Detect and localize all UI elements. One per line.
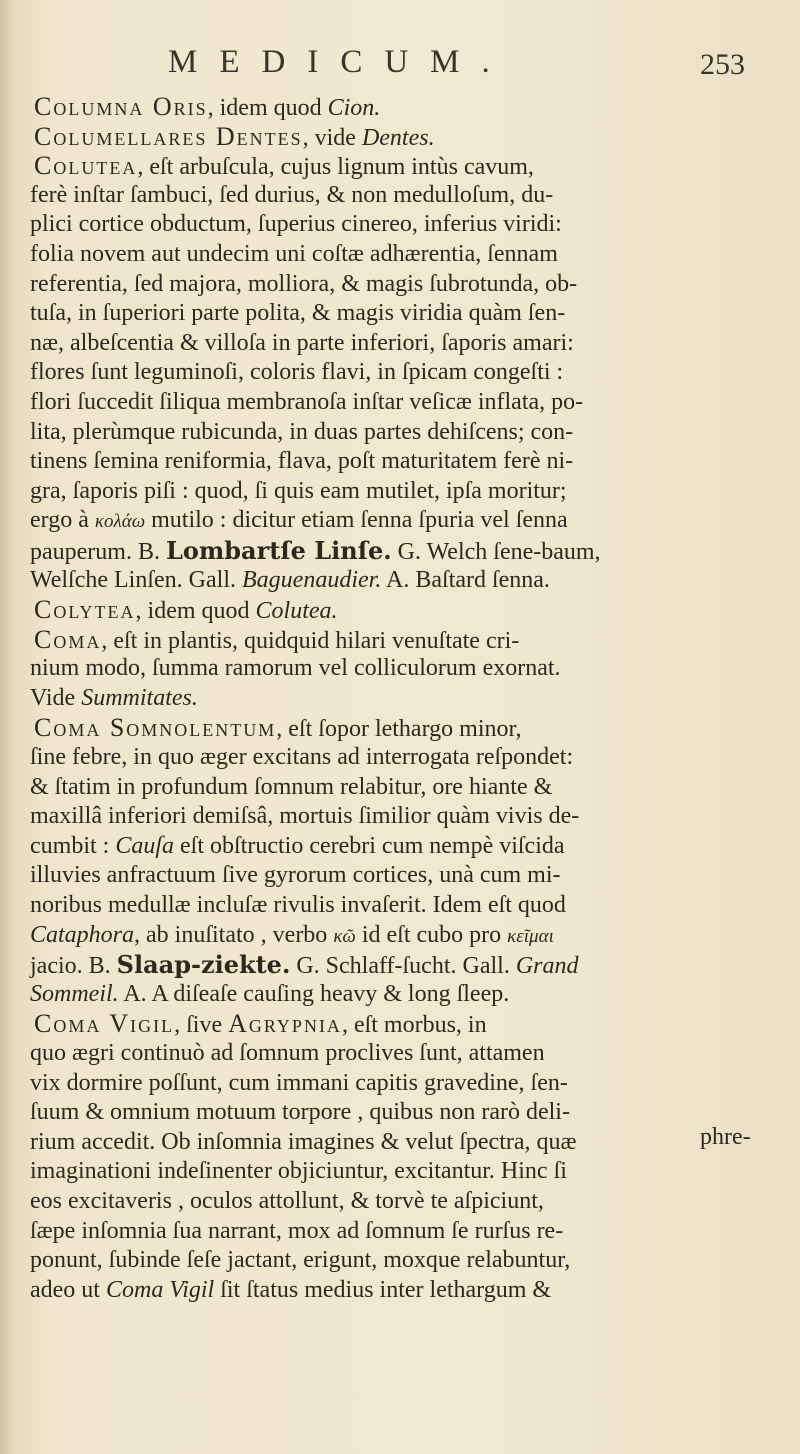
text-line	[30, 950, 790, 980]
text-run: rium accedit. Ob inſomnia imagines & velut ſpectra, quæ	[30, 1128, 577, 1155]
text-line	[30, 832, 790, 862]
text-line	[30, 1217, 790, 1247]
text-line	[30, 654, 790, 684]
entry-lemma: Columellares Dentes	[34, 121, 303, 151]
text-run: noribus medullæ incluſæ rivulis invaſerit. Idem eſt quod	[30, 892, 566, 919]
text-run: flores ſunt leguminoſi, coloris flavi, in ſpicam congeſti :	[30, 359, 564, 386]
italic-run: Baguenaudier.	[242, 566, 382, 593]
text-line	[30, 1187, 790, 1217]
text-line	[30, 1246, 790, 1276]
dictionary-entry	[30, 713, 790, 1009]
text-line	[30, 625, 790, 655]
catchword: phre-	[700, 1124, 751, 1150]
text-line	[30, 1128, 790, 1158]
text-run: , ſive	[174, 1012, 229, 1039]
text-line	[30, 1009, 790, 1039]
text-run: adeo ut	[30, 1276, 106, 1303]
text-run: maxillâ inferiori demiſsâ, mortuis ſimilior quàm vivis de-	[30, 803, 580, 830]
entry-lemma: Colytea	[34, 595, 136, 625]
text-run: lita, plerùmque rubicunda, in duas partes dehiſcens; con-	[30, 418, 574, 445]
italic-run: Cataphora	[30, 921, 135, 948]
text-line	[30, 566, 790, 596]
text-line	[30, 122, 790, 152]
text-line	[30, 418, 790, 448]
text-run: , eſt morbus, in	[341, 1012, 487, 1039]
dictionary-entry	[30, 625, 790, 714]
entry-lemma: Agrypnia	[228, 1009, 342, 1039]
text-run: tinens ſemina reniformia, flava, poſt maturitatem ferè ni-	[30, 448, 574, 475]
text-run: , idem quod	[135, 598, 256, 625]
text-run: referentia, ſed majora, molliora, & magis ſubrotunda, ob-	[30, 270, 578, 297]
text-run: A. Baſtard ſenna.	[381, 566, 550, 593]
entry-lemma: Coma Somnolentum	[34, 713, 277, 743]
text-run: ſuum & omnium motuum torpore , quibus non rarò deli-	[30, 1099, 570, 1126]
text-run: quo ægri continuò ad ſomnum proclives ſunt, attamen	[30, 1040, 545, 1066]
text-run: næ, albeſcentia & villoſa in parte inferiori, ſaporis amari:	[30, 329, 574, 356]
text-line	[30, 1039, 790, 1069]
text-run: G. Schlaff-ſucht. Gall.	[290, 953, 516, 980]
greek-run: κολάω	[94, 511, 146, 533]
text-run: ferè inſtar ſambuci, ſed durius, & non medulloſum, du-	[30, 181, 554, 208]
text-run: , eſt in plantis, quidquid hilari venuſtate cri-	[101, 627, 520, 654]
text-line	[30, 536, 790, 566]
greek-run: κεῖμαι	[507, 925, 554, 947]
italic-run: Colutea.	[255, 598, 338, 625]
text-run: ergo à	[30, 507, 95, 534]
text-run: , ab inuſitato , verbo	[134, 921, 334, 948]
text-line	[30, 713, 790, 743]
text-line	[30, 210, 790, 240]
text-line	[30, 181, 790, 211]
text-line	[30, 743, 790, 773]
text-run: G. Welch ſene-baum,	[391, 538, 601, 565]
text-run: jacio. B.	[30, 953, 117, 980]
text-run: Welſche Linſen. Gall.	[30, 566, 242, 593]
italic-run: Summitates.	[81, 684, 198, 711]
text-run: & ſtatim in profundum ſomnum relabitur, ore hiante &	[30, 773, 553, 800]
text-line	[30, 1069, 790, 1099]
text-run: , eſt arbuſcula, cujus lignum intùs cavum,	[137, 154, 534, 181]
text-line	[30, 891, 790, 921]
text-line	[30, 506, 790, 536]
dictionary-entry	[30, 595, 790, 625]
text-line	[30, 773, 790, 803]
text-line	[30, 151, 790, 181]
text-line	[30, 1098, 790, 1128]
text-line	[30, 270, 790, 300]
text-line	[30, 358, 790, 388]
text-run: ponunt, ſubinde ſeſe jactant, erigunt, moxque relabuntur,	[30, 1247, 571, 1274]
text-run: gra, ſaporis piſi : quod, ſi quis eam mutilet, ipſa moritur;	[30, 477, 567, 504]
dictionary-entry	[30, 1009, 790, 1305]
text-line	[30, 299, 790, 329]
text-run: imaginationi indeſinenter objiciuntur, excitantur. Hinc ſi	[30, 1158, 567, 1185]
page-number: 253	[700, 48, 745, 81]
text-run: ſæpe inſomnia ſua narrant, mox ad ſomnum ſe rurſus re-	[30, 1217, 564, 1244]
text-line	[30, 329, 790, 359]
text-line	[30, 684, 790, 714]
text-run: eſt obſtructio cerebri cum nempè viſcida	[174, 832, 565, 859]
text-run: flori ſuccedit ſiliqua membranoſa inſtar veſicæ inflata, po-	[30, 388, 584, 415]
dictionary-entry	[30, 92, 790, 122]
running-head: MEDICUM.	[168, 44, 512, 80]
italic-run: Dentes.	[361, 124, 435, 151]
italic-run: Cauſa	[115, 832, 175, 859]
text-line	[30, 477, 790, 507]
text-run: A. A diſeaſe cauſing heavy & long ſleep.	[118, 980, 510, 1007]
text-run: plici cortice obductum, ſuperius cinereo, inferius viridi:	[30, 211, 562, 238]
text-run: ſit ſtatus medius inter lethargum &	[214, 1276, 552, 1303]
text-run: nium modo, ſumma ramorum vel colliculorum exornat.	[30, 655, 561, 682]
text-run: , eſt ſopor lethargo minor,	[276, 716, 522, 743]
text-run: mutilo : dicitur etiam ſenna ſpuria vel ſenna	[145, 507, 568, 534]
text-run: eos excitaveris , oculos attollunt, & torvè te aſpiciunt,	[30, 1187, 544, 1214]
italic-run: Coma Vigil	[105, 1276, 215, 1303]
entry-lemma: Coma	[34, 624, 102, 654]
text-line	[30, 388, 790, 418]
text-line	[30, 1157, 790, 1187]
italic-run: Sommeil.	[30, 980, 119, 1007]
text-line	[30, 802, 790, 832]
blackletter-run: Lombartſe Linſe.	[165, 535, 392, 565]
text-line	[30, 1276, 790, 1306]
text-run: cumbit :	[30, 832, 116, 859]
text-run: id eſt cubo pro	[355, 921, 508, 948]
text-run: pauperum. B.	[30, 538, 166, 565]
dictionary-entry	[30, 151, 790, 595]
italic-run: Grand	[515, 953, 579, 980]
greek-run: κῶ	[333, 925, 356, 947]
text-line	[30, 980, 790, 1010]
text-line	[30, 921, 790, 951]
text-line	[30, 92, 790, 122]
entry-lemma: Coma Vigil	[34, 1009, 175, 1039]
entry-lemma: Columna Oris	[34, 92, 208, 121]
text-line	[30, 447, 790, 477]
text-run: , idem quod	[207, 95, 328, 121]
text-line	[30, 595, 790, 625]
page-gutter-shadow	[0, 0, 14, 1454]
page-header	[0, 44, 800, 84]
text-run: folia novem aut undecim uni coſtæ adhærentia, ſennam	[30, 240, 558, 267]
text-run: tuſa, in ſuperiori parte polita, & magis viridia quàm ſen-	[30, 300, 566, 327]
text-run: Vide	[30, 684, 82, 711]
text-run: illuvies anfractuum ſive gyrorum cortices, unà cum mi-	[30, 862, 561, 889]
entry-lemma: Colutea	[34, 151, 138, 181]
italic-run: Cion.	[327, 95, 381, 121]
text-body	[30, 92, 790, 1305]
text-run: , vide	[302, 124, 362, 151]
text-line	[30, 240, 790, 270]
text-run: ſine febre, in quo æger excitans ad interrogata reſpondet:	[30, 744, 574, 771]
text-line	[30, 861, 790, 891]
text-run: vix dormire poſſunt, cum immani capitis gravedine, ſen-	[30, 1069, 568, 1096]
dictionary-entry	[30, 122, 790, 152]
blackletter-run: Slaap-ziekte.	[116, 950, 291, 980]
